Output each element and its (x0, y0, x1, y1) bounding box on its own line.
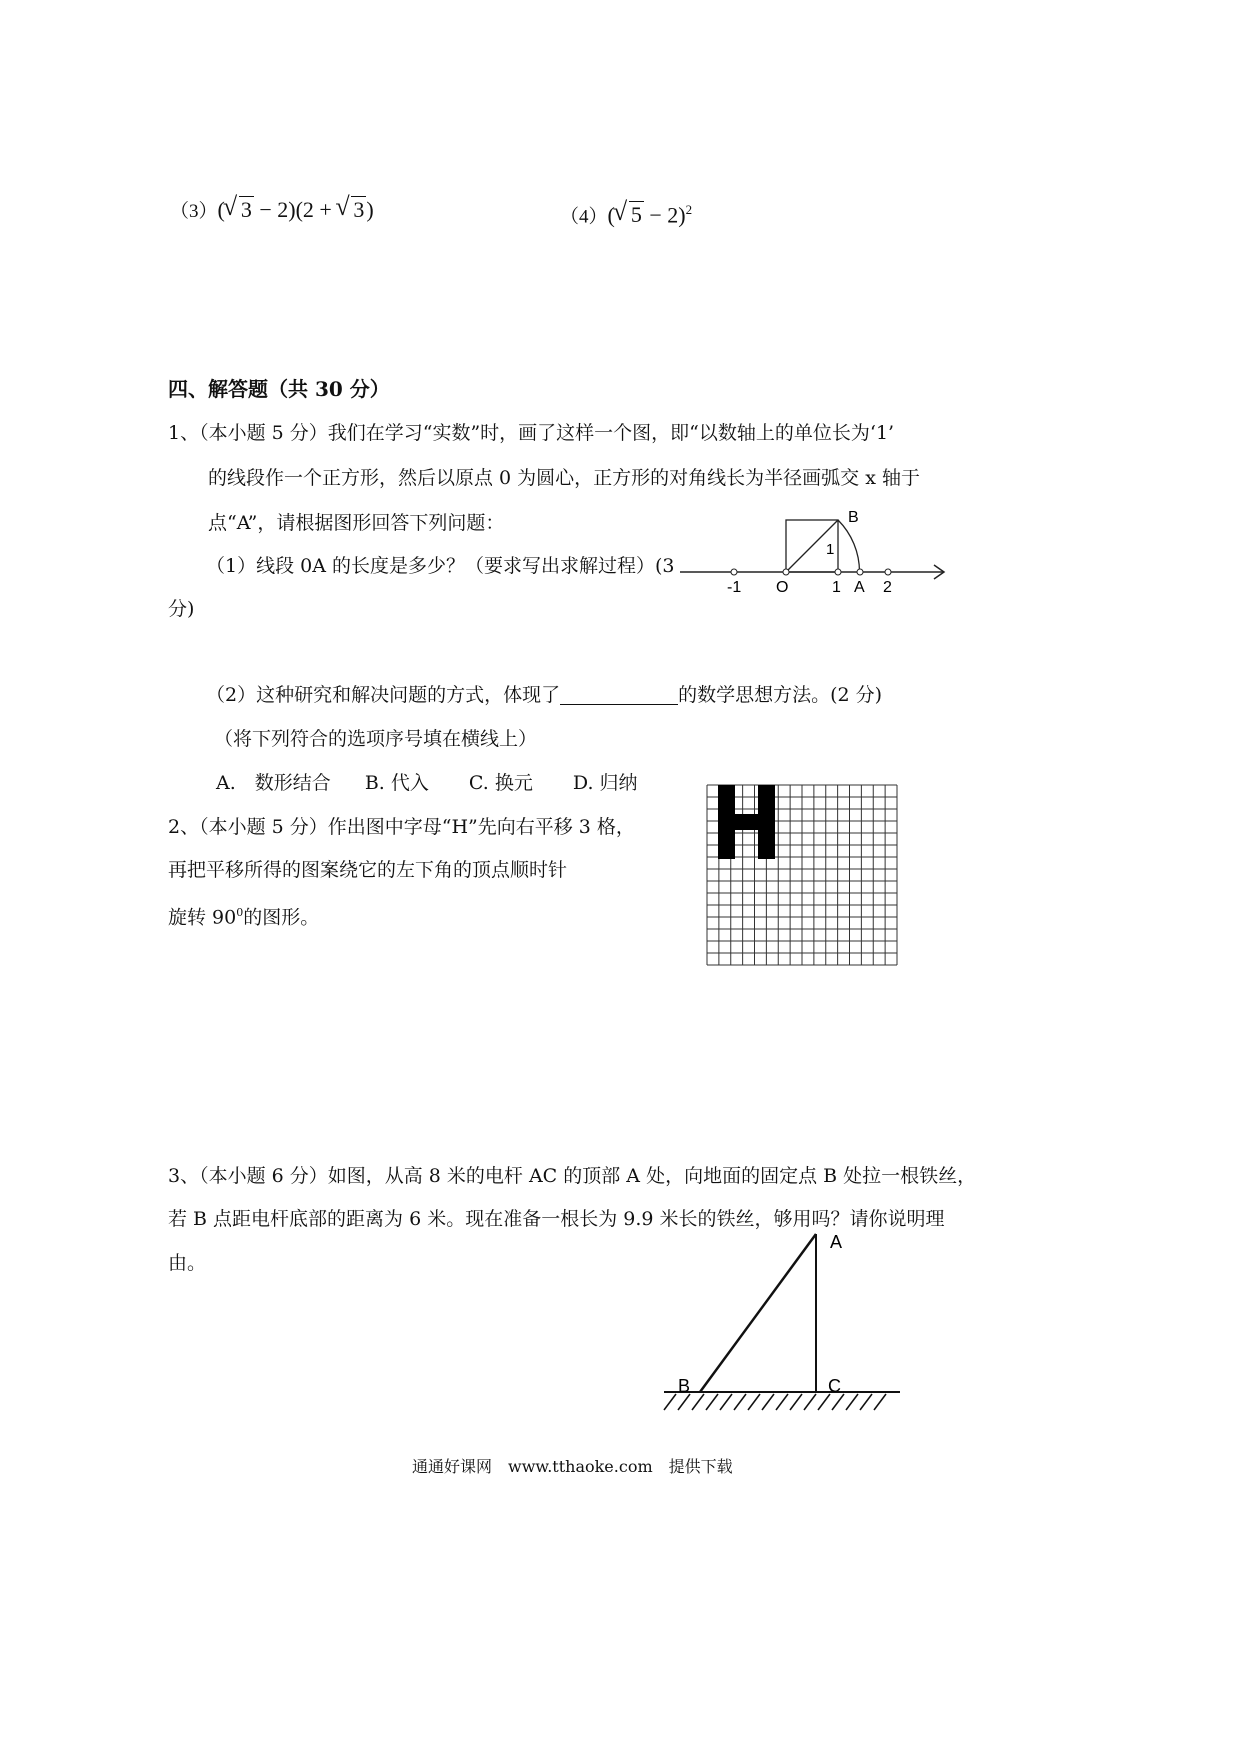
label-side: 1 (826, 541, 835, 558)
label-b: B (678, 1376, 691, 1396)
pole-figure (660, 1226, 906, 1416)
tick-minus1 (731, 569, 737, 575)
grid-h-figure (706, 784, 898, 966)
label-c: C (828, 1376, 841, 1396)
footer-text: 通通好课网 www.tthaoke.com 提供下载 (412, 1457, 733, 1476)
label-b: B (848, 509, 859, 526)
label-one: 1 (832, 579, 841, 596)
tick-a (857, 569, 863, 575)
grid (707, 785, 897, 965)
q1-line2: 的线段作一个正方形，然后以原点 0 为圆心，正方形的对角线长为半径画弧交 x 轴于 (208, 467, 920, 489)
sqrt-symbol: √ 3 (337, 197, 366, 223)
sqrt-symbol: √ 3 (225, 197, 254, 223)
letter-h (718, 785, 775, 859)
q3-line3: 由。 (168, 1252, 207, 1274)
label-minus1: -1 (727, 579, 742, 596)
q3-line1: 3、（本小题 6 分）如图，从高 8 米的电杆 AC 的顶部 A 处，向地面的固定点 B 处拉一根铁丝， (168, 1165, 977, 1187)
option-a: A. 数形结合 (216, 772, 331, 794)
problem-4-label: （4） (560, 206, 608, 228)
arc (838, 520, 860, 572)
q1-part1-line2: 分) (168, 598, 195, 620)
option-b: B. 代入 (364, 772, 429, 794)
problem-3-label: （3） (170, 201, 218, 222)
tick-one (835, 569, 841, 575)
problem-3: （3）(√ 3 − 2)(2 + √ 3) (170, 197, 374, 225)
q2-line3: 旋转 $90^0$的图形。 (168, 906, 320, 929)
q2-line2: 再把平移所得的图案绕它的左下角的顶点顺时针 (168, 859, 568, 881)
wire-ab (700, 1234, 816, 1392)
label-a: A (854, 579, 865, 596)
q1-line3: 点“A”，请根据图形回答下列问题： (208, 512, 505, 534)
tick-two (885, 569, 891, 575)
tick-origin (783, 569, 789, 575)
q1-options (216, 770, 638, 796)
option-c: C. 换元 (468, 772, 533, 794)
problem-4: （4）(√ 5 − 2)$^2$ (560, 197, 692, 230)
label-a: A (830, 1232, 843, 1252)
section-heading: 四、解答题（共 30 分） (168, 377, 390, 401)
q1-part1-line1: （1）线段 0A 的长度是多少？（要求写出求解过程）(3 (206, 555, 675, 577)
answer-blank[interactable] (560, 684, 678, 705)
q2-line1: 2、（本小题 5 分）作出图中字母“H”先向右平移 3 格， (168, 816, 635, 838)
label-origin: O (776, 579, 789, 596)
number-line-figure (676, 509, 952, 602)
q3-line2: 若 B 点距电杆底部的距离为 6 米。现在准备一根长为 9.9 米长的铁丝，够用吗？请你说明理 (168, 1208, 945, 1230)
sqrt-symbol: √ 5 (615, 202, 644, 228)
ground-hatching (664, 1394, 886, 1410)
q1-line1: 1、（本小题 5 分）我们在学习“实数”时，画了这样一个图，即“以数轴上的单位长为‘1’ (168, 422, 895, 444)
q1-part2-note: （将下列符合的选项序号填在横线上） (214, 728, 538, 750)
q1-part2: （2）这种研究和解决问题的方式，体现了 的数学思想方法。(2 分) (206, 684, 883, 706)
label-two: 2 (883, 579, 892, 596)
option-d: D. 归纳 (572, 772, 638, 794)
